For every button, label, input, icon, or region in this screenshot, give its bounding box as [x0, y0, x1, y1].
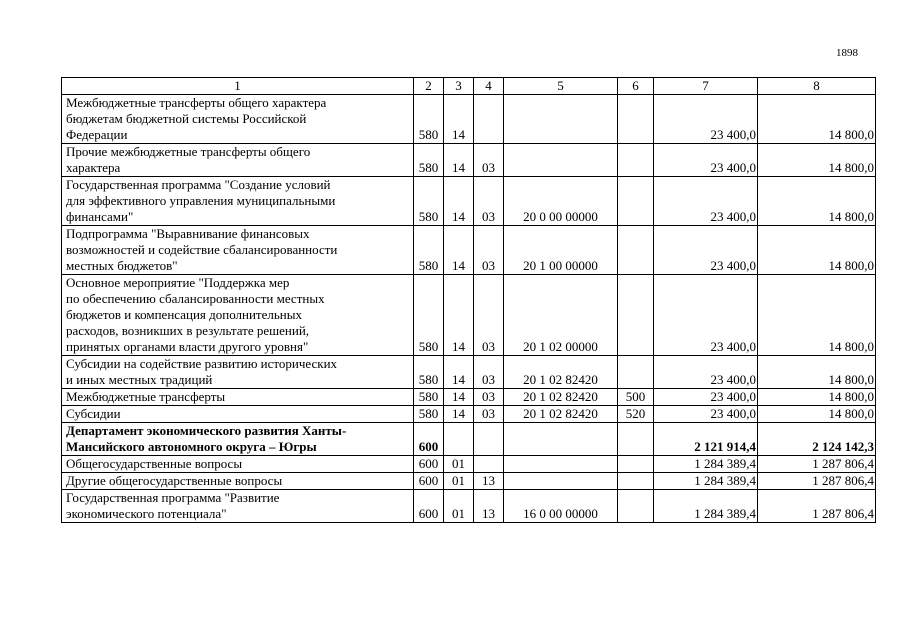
cell-section: 14: [444, 356, 474, 389]
cell-expense-type: [618, 226, 654, 275]
cell-amount-col8: 14 800,0: [758, 275, 876, 356]
cell-admin-code: 580: [414, 406, 444, 423]
table-row: [62, 389, 876, 406]
cell-item-name: [62, 389, 414, 406]
cell-subsection: 03: [474, 226, 504, 275]
table-row: [62, 356, 876, 389]
cell-item-name: [62, 406, 414, 423]
cell-target-article: 20 0 00 00000: [504, 177, 618, 226]
cell-amount-col7: 23 400,0: [654, 275, 758, 356]
cell-expense-type: 520: [618, 406, 654, 423]
cell-amount-col7: 23 400,0: [654, 226, 758, 275]
item-name-line: расходов, возникших в результате решений,: [66, 323, 310, 338]
table-row: [62, 144, 876, 177]
cell-amount-col8: 1 287 806,4: [758, 456, 876, 473]
cell-target-article: [504, 95, 618, 144]
table-row: [62, 95, 876, 144]
cell-amount-col8: 14 800,0: [758, 177, 876, 226]
cell-target-article: 20 1 02 00000: [504, 275, 618, 356]
cell-section: 14: [444, 275, 474, 356]
cell-target-article: [504, 144, 618, 177]
item-name-line: Государственная программа "Создание условий: [66, 177, 331, 192]
column-header: 6: [618, 78, 654, 95]
cell-section: 14: [444, 144, 474, 177]
cell-expense-type: [618, 144, 654, 177]
table-row: [62, 456, 876, 473]
table-row: [62, 406, 876, 423]
cell-item-name: [62, 95, 414, 144]
item-name-line: Межбюджетные трансферты общего характера: [66, 95, 327, 110]
item-name-line: Подпрограмма "Выравнивание финансовых: [66, 226, 310, 241]
table-row: [62, 275, 876, 356]
cell-section: 14: [444, 389, 474, 406]
item-name-line: Федерации: [66, 127, 128, 142]
cell-subsection: 03: [474, 389, 504, 406]
item-name-line: бюджетов и компенсация дополнительных: [66, 307, 302, 322]
cell-amount-col7: 23 400,0: [654, 95, 758, 144]
cell-subsection: 03: [474, 177, 504, 226]
cell-admin-code: 600: [414, 423, 444, 456]
cell-target-article: [504, 473, 618, 490]
item-name-line: экономического потенциала": [66, 506, 227, 521]
cell-expense-type: [618, 356, 654, 389]
cell-item-name: [62, 356, 414, 389]
cell-admin-code: 580: [414, 144, 444, 177]
cell-expense-type: [618, 423, 654, 456]
cell-target-article: 16 0 00 00000: [504, 490, 618, 523]
cell-expense-type: [618, 275, 654, 356]
item-name-line: Государственная программа "Развитие: [66, 490, 280, 505]
cell-section: 14: [444, 406, 474, 423]
cell-amount-col8: 14 800,0: [758, 95, 876, 144]
column-header: 1: [62, 78, 414, 95]
item-name-line: Общегосударственные вопросы: [66, 456, 243, 471]
table-row: [62, 423, 876, 456]
cell-amount-col7: 23 400,0: [654, 406, 758, 423]
cell-expense-type: [618, 456, 654, 473]
cell-expense-type: 500: [618, 389, 654, 406]
table-row: [62, 177, 876, 226]
item-name-line: характера: [66, 160, 121, 175]
cell-subsection: 13: [474, 473, 504, 490]
cell-admin-code: 580: [414, 275, 444, 356]
cell-admin-code: 600: [414, 456, 444, 473]
cell-section: 14: [444, 177, 474, 226]
cell-amount-col8: 14 800,0: [758, 389, 876, 406]
cell-target-article: [504, 423, 618, 456]
cell-amount-col7: 23 400,0: [654, 144, 758, 177]
column-header: 3: [444, 78, 474, 95]
item-name-line: по обеспечению сбалансированности местных: [66, 291, 325, 306]
cell-item-name: [62, 490, 414, 523]
item-name-line: возможностей и содействие сбалансированности: [66, 242, 338, 257]
column-header: 5: [504, 78, 618, 95]
item-name-line: бюджетам бюджетной системы Российской: [66, 111, 307, 126]
item-name-line: принятых органами власти другого уровня": [66, 339, 309, 354]
cell-section: 14: [444, 226, 474, 275]
cell-amount-col8: 1 287 806,4: [758, 473, 876, 490]
column-header: 2: [414, 78, 444, 95]
cell-admin-code: 580: [414, 389, 444, 406]
table-row: [62, 226, 876, 275]
cell-amount-col8: 14 800,0: [758, 144, 876, 177]
item-name-line: Межбюджетные трансферты: [66, 389, 226, 404]
cell-subsection: 03: [474, 144, 504, 177]
column-header: 8: [758, 78, 876, 95]
column-header: 7: [654, 78, 758, 95]
cell-item-name: [62, 177, 414, 226]
cell-section: 01: [444, 456, 474, 473]
cell-admin-code: 580: [414, 177, 444, 226]
cell-expense-type: [618, 473, 654, 490]
cell-subsection: [474, 95, 504, 144]
cell-amount-col8: 2 124 142,3: [758, 423, 876, 456]
budget-table: [61, 77, 876, 523]
cell-section: 14: [444, 95, 474, 144]
item-name-line: Другие общегосударственные вопросы: [66, 473, 283, 488]
cell-item-name: [62, 473, 414, 490]
item-name-line: финансами": [66, 209, 134, 224]
item-name-line: местных бюджетов": [66, 258, 178, 273]
cell-section: 01: [444, 490, 474, 523]
item-name-line: для эффективного управления муниципальными: [66, 193, 336, 208]
page-number: 1898: [836, 47, 858, 59]
cell-admin-code: 580: [414, 95, 444, 144]
cell-subsection: [474, 423, 504, 456]
cell-item-name: [62, 144, 414, 177]
cell-section: 01: [444, 473, 474, 490]
cell-subsection: 03: [474, 275, 504, 356]
cell-amount-col7: 1 284 389,4: [654, 490, 758, 523]
item-name-line: Прочие межбюджетные трансферты общего: [66, 144, 311, 159]
cell-amount-col8: 1 287 806,4: [758, 490, 876, 523]
item-name-line: Субсидии на содействие развитию исторических: [66, 356, 338, 371]
item-name-line: и иных местных традиций: [66, 372, 213, 387]
cell-target-article: 20 1 02 82420: [504, 389, 618, 406]
cell-admin-code: 600: [414, 490, 444, 523]
cell-item-name: [62, 456, 414, 473]
cell-subsection: [474, 456, 504, 473]
cell-target-article: [504, 456, 618, 473]
cell-target-article: 20 1 00 00000: [504, 226, 618, 275]
cell-amount-col7: 23 400,0: [654, 356, 758, 389]
cell-item-name: [62, 226, 414, 275]
cell-amount-col8: 14 800,0: [758, 406, 876, 423]
item-name-line: Основное мероприятие "Поддержка мер: [66, 275, 290, 290]
column-header: 4: [474, 78, 504, 95]
table-row: [62, 490, 876, 523]
cell-section: [444, 423, 474, 456]
cell-expense-type: [618, 95, 654, 144]
cell-target-article: 20 1 02 82420: [504, 406, 618, 423]
cell-amount-col7: 1 284 389,4: [654, 473, 758, 490]
table-row: [62, 473, 876, 490]
cell-subsection: 03: [474, 356, 504, 389]
item-name-line: Департамент экономического развития Ханты-: [66, 423, 347, 438]
cell-admin-code: 580: [414, 356, 444, 389]
cell-item-name: [62, 423, 414, 456]
cell-amount-col8: 14 800,0: [758, 226, 876, 275]
cell-admin-code: 600: [414, 473, 444, 490]
cell-amount-col8: 14 800,0: [758, 356, 876, 389]
table-header-row: [62, 78, 876, 95]
item-name-line: Мансийского автономного округа – Югры: [66, 439, 317, 454]
cell-amount-col7: 23 400,0: [654, 389, 758, 406]
cell-amount-col7: 2 121 914,4: [654, 423, 758, 456]
cell-amount-col7: 23 400,0: [654, 177, 758, 226]
cell-subsection: 03: [474, 406, 504, 423]
cell-amount-col7: 1 284 389,4: [654, 456, 758, 473]
cell-subsection: 13: [474, 490, 504, 523]
cell-expense-type: [618, 490, 654, 523]
cell-admin-code: 580: [414, 226, 444, 275]
item-name-line: Субсидии: [66, 406, 121, 421]
cell-target-article: 20 1 02 82420: [504, 356, 618, 389]
cell-expense-type: [618, 177, 654, 226]
cell-item-name: [62, 275, 414, 356]
